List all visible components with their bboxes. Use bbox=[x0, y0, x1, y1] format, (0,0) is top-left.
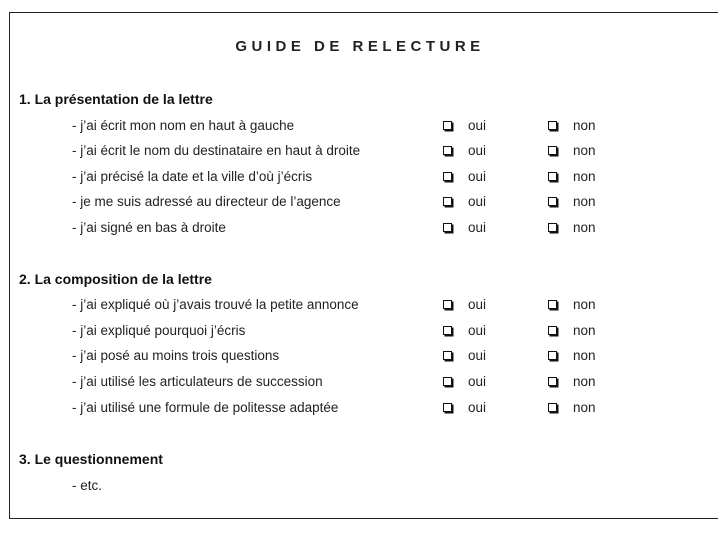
checkbox-no-icon[interactable] bbox=[548, 326, 557, 335]
checkbox-yes-icon[interactable] bbox=[443, 197, 452, 206]
checklist-item-text: - j’ai expliqué où j’avais trouvé la petite annonce bbox=[72, 297, 359, 312]
option-yes-label: oui bbox=[468, 374, 487, 389]
section-heading-questionnement: 3. Le questionnement bbox=[19, 451, 163, 467]
checklist-item-text: - etc. bbox=[72, 478, 103, 493]
checkbox-yes-icon[interactable] bbox=[443, 121, 452, 130]
checkbox-no-icon[interactable] bbox=[548, 197, 557, 206]
checklist-row bbox=[72, 143, 712, 161]
option-yes-label: oui bbox=[468, 143, 487, 158]
checklist-item-text: - j’ai écrit le nom du destinataire en haut à droite bbox=[72, 143, 361, 158]
checklist-item-text: - j’ai expliqué pourquoi j’écris bbox=[72, 323, 246, 338]
option-yes-label: oui bbox=[468, 297, 487, 312]
checklist-item-text: - j’ai utilisé une formule de politesse adaptée bbox=[72, 400, 339, 415]
checkbox-no-icon[interactable] bbox=[548, 351, 557, 360]
option-no-label: non bbox=[573, 323, 596, 338]
checkbox-no-icon[interactable] bbox=[548, 300, 557, 309]
option-yes-label: oui bbox=[468, 400, 487, 415]
checkbox-no-icon[interactable] bbox=[548, 146, 557, 155]
checkbox-yes-icon[interactable] bbox=[443, 146, 452, 155]
checklist-item-text: - j’ai précisé la date et la ville d’où j’écris bbox=[72, 169, 313, 184]
checklist-row bbox=[72, 323, 712, 341]
section-heading-presentation: 1. La présentation de la lettre bbox=[19, 91, 213, 107]
option-no-label: non bbox=[573, 169, 596, 184]
checklist-item-text: - j’ai utilisé les articulateurs de succession bbox=[72, 374, 323, 389]
option-yes-label: oui bbox=[468, 194, 487, 209]
checklist-row bbox=[72, 169, 712, 187]
option-yes-label: oui bbox=[468, 169, 487, 184]
checkbox-yes-icon[interactable] bbox=[443, 223, 452, 232]
option-no-label: non bbox=[573, 143, 596, 158]
checkbox-no-icon[interactable] bbox=[548, 172, 557, 181]
checklist-row bbox=[72, 348, 712, 366]
checkbox-yes-icon[interactable] bbox=[443, 300, 452, 309]
checkbox-no-icon[interactable] bbox=[548, 377, 557, 386]
option-yes-label: oui bbox=[468, 220, 487, 235]
checklist-item-text: - j’ai posé au moins trois questions bbox=[72, 348, 280, 363]
page-title: GUIDE DE RELECTURE bbox=[235, 38, 485, 55]
option-no-label: non bbox=[573, 297, 596, 312]
section-heading-composition: 2. La composition de la lettre bbox=[19, 271, 212, 287]
checkbox-yes-icon[interactable] bbox=[443, 172, 452, 181]
checklist-row bbox=[72, 400, 712, 418]
option-no-label: non bbox=[573, 374, 596, 389]
checklist-row bbox=[72, 374, 712, 392]
checkbox-no-icon[interactable] bbox=[548, 223, 557, 232]
checklist-row bbox=[72, 220, 712, 238]
checklist-item-text: - je me suis adressé au directeur de l’agence bbox=[72, 194, 341, 209]
option-no-label: non bbox=[573, 194, 596, 209]
checklist-item-text: - j’ai écrit mon nom en haut à gauche bbox=[72, 118, 295, 133]
checklist-row bbox=[72, 118, 712, 136]
option-no-label: non bbox=[573, 348, 596, 363]
checkbox-no-icon[interactable] bbox=[548, 121, 557, 130]
option-yes-label: oui bbox=[468, 348, 487, 363]
document-frame bbox=[9, 12, 718, 519]
checkbox-yes-icon[interactable] bbox=[443, 377, 452, 386]
checkbox-yes-icon[interactable] bbox=[443, 403, 452, 412]
option-yes-label: oui bbox=[468, 323, 487, 338]
checklist-row bbox=[72, 194, 712, 212]
checkbox-no-icon[interactable] bbox=[548, 403, 557, 412]
option-yes-label: oui bbox=[468, 118, 487, 133]
checkbox-yes-icon[interactable] bbox=[443, 326, 452, 335]
checklist-item-text: - j’ai signé en bas à droite bbox=[72, 220, 226, 235]
option-no-label: non bbox=[573, 400, 596, 415]
checklist-row bbox=[72, 297, 712, 315]
option-no-label: non bbox=[573, 220, 596, 235]
checkbox-yes-icon[interactable] bbox=[443, 351, 452, 360]
option-no-label: non bbox=[573, 118, 596, 133]
